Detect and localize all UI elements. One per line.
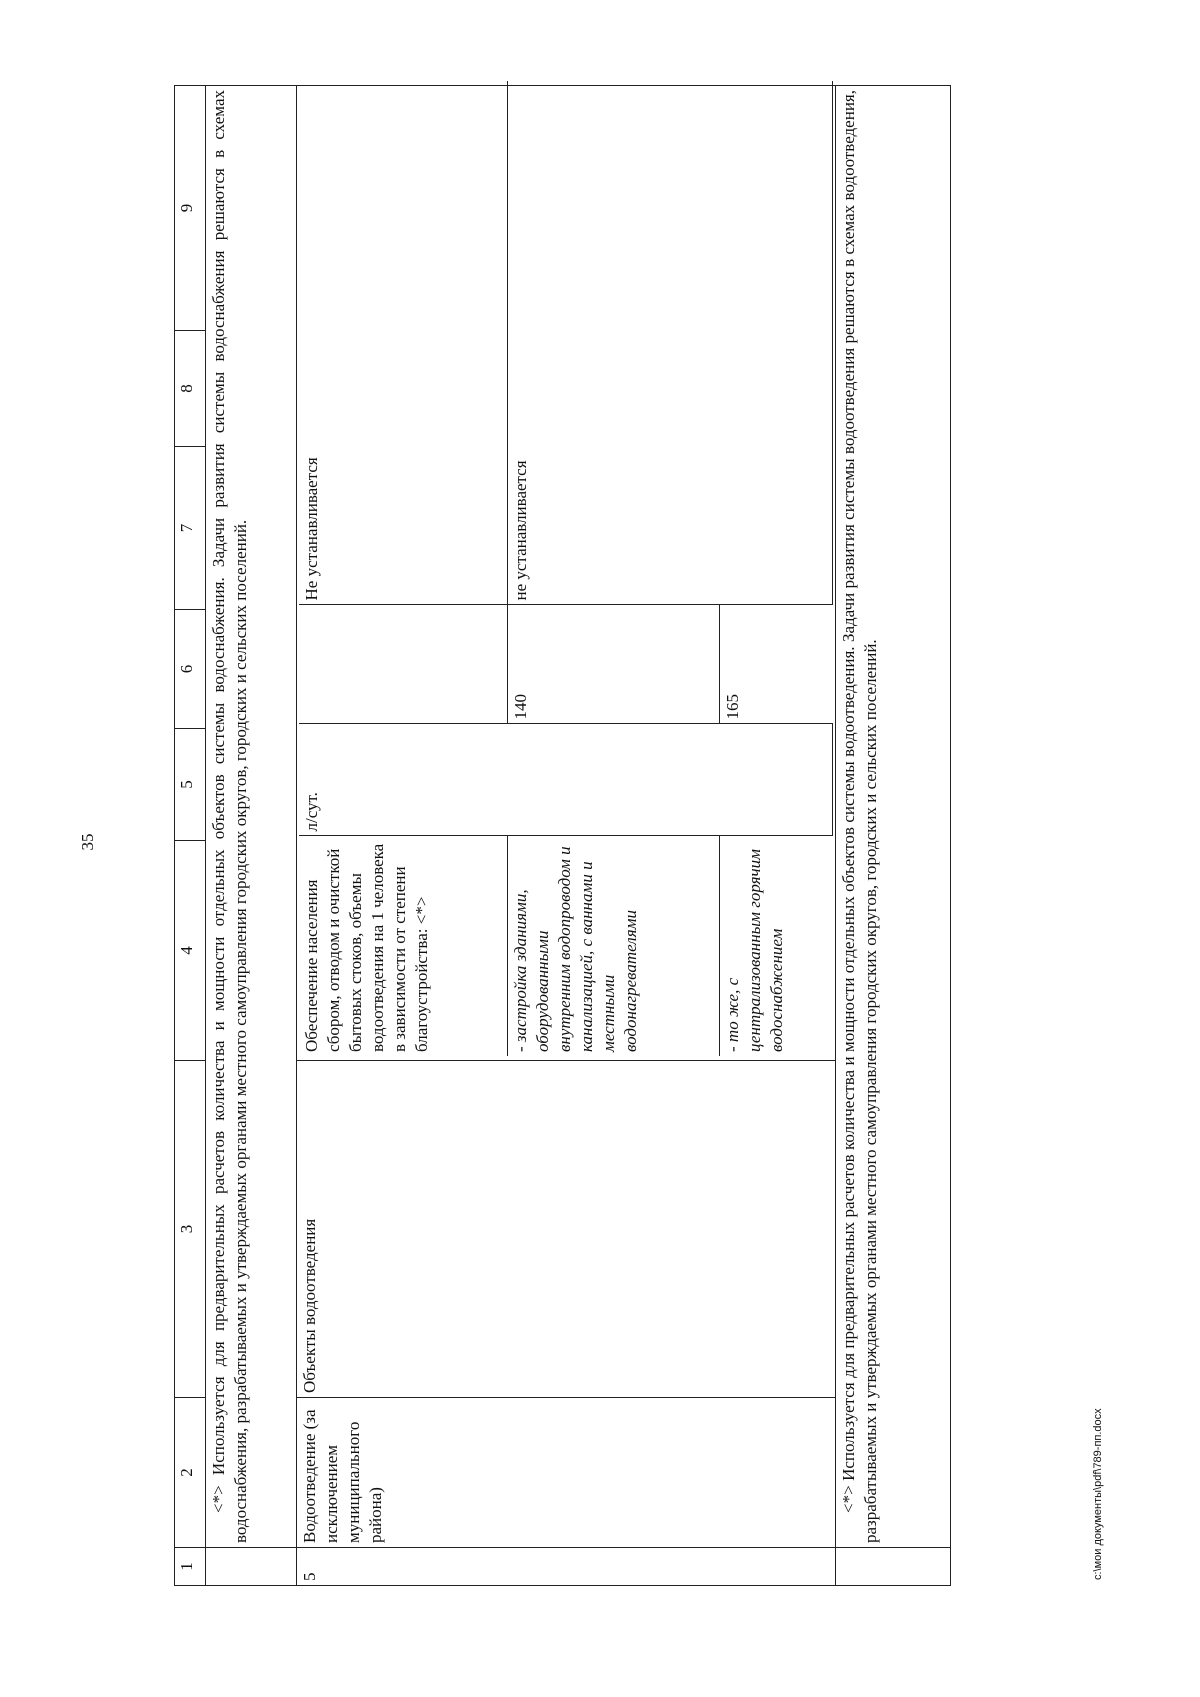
table-row — [297, 86, 836, 1586]
header-cell: 6 — [175, 610, 206, 729]
row-objects: Объекты водоотведения — [297, 1061, 836, 1398]
header-cell: 2 — [175, 1398, 206, 1548]
max-label: Не устанавливается — [299, 81, 507, 605]
header-row — [175, 86, 206, 1586]
header-cell: 7 — [175, 447, 206, 610]
row-name: Водоотведение (за исключением муниципального района) — [297, 1398, 836, 1548]
row-number: 5 — [297, 1548, 836, 1586]
indicator-text: Обеспечение населения сбором, отводом и очисткой бытовых стоков, объемы водоотведения на 1 человека в зависимости от степени благоустройства: <*> — [299, 836, 507, 1056]
header-cell: 1 — [175, 1548, 206, 1586]
footer-file-path: c:\мои документы\pdf\789-пп.docx — [1092, 1408, 1104, 1580]
header-cell: 4 — [175, 841, 206, 1061]
indicator-text: - застройка зданиями, оборудованными внутренним водопроводом и канализацией, с ваннами и местными водонагревателями — [507, 836, 719, 1056]
header-cell: 5 — [175, 729, 206, 841]
value-cell: 140 — [507, 605, 719, 724]
page-number: 35 — [78, 833, 97, 851]
unit-cell: л/сут. — [299, 724, 832, 836]
header-cell: 9 — [175, 86, 206, 331]
header-cell: 8 — [175, 331, 206, 447]
note-row-bottom — [835, 86, 950, 1586]
footnote-water-supply: <*> Используется для предварительных расчетов количества и мощности отдельных объектов системы водоснабжения. Задачи развития системы водоснабжения решаются в схемах водоснабжения, разрабатываемых и утверждаемых органами местного самоуправления городских округов, городских и сельских поселений. — [209, 90, 251, 1543]
indicator-row — [507, 81, 719, 1056]
max-label: не устанавливается — [507, 81, 832, 605]
indicator-subtable — [299, 81, 833, 1056]
note-row-top — [206, 86, 297, 1586]
rotated-table-container — [174, 86, 981, 1586]
standards-table — [174, 85, 951, 1586]
indicator-text: - то же, с централизованным горячим водоснабжением — [719, 836, 832, 1056]
footnote-sewerage: <*> Используется для предварительных расчетов количества и мощности отдельных объектов системы водоотведения. Задачи развития системы водоотведения решаются в схемах водоотведения, разрабатываемых и утверждаемых органами местного самоуправления городских округов, городских и сельских поселений. — [838, 90, 880, 1543]
value-cell: 165 — [719, 605, 832, 724]
header-cell: 3 — [175, 1061, 206, 1398]
value-cell — [299, 605, 507, 724]
indicator-row — [299, 81, 507, 1056]
